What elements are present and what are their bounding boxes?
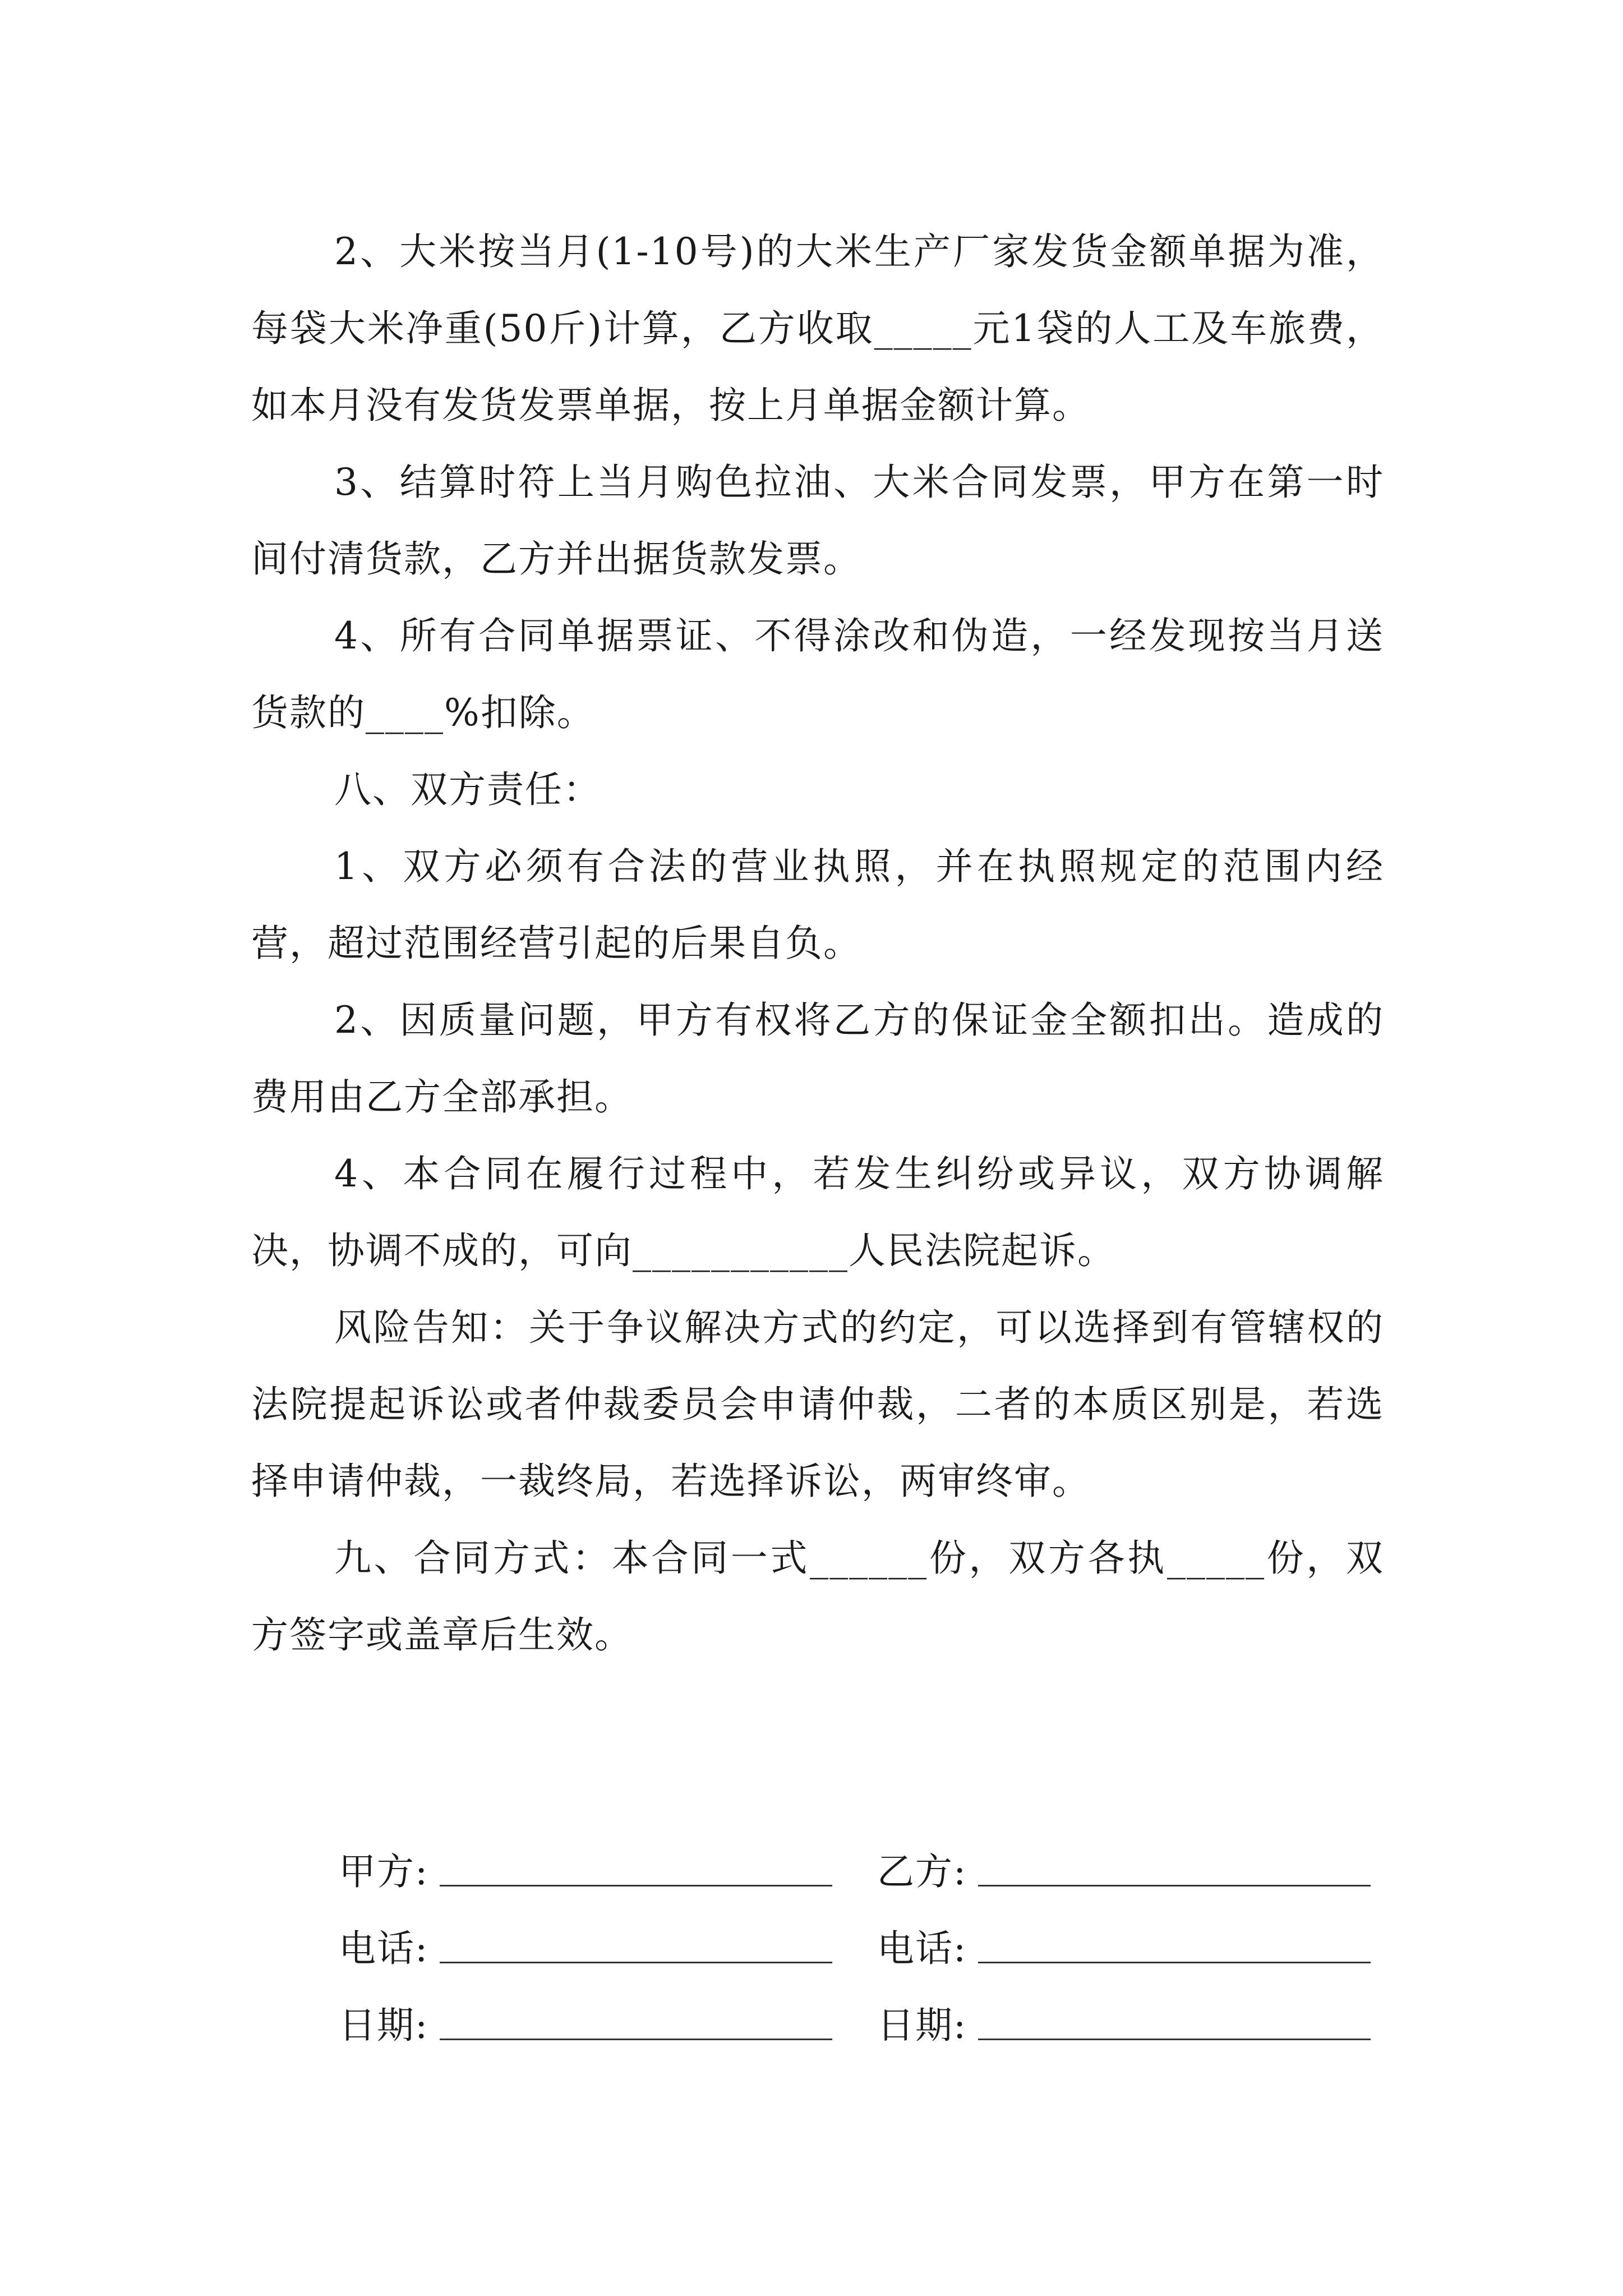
- paragraph-invoice-payment: 3、结算时符上当月购色拉油、大米合同发票，甲方在第一时间付清货款，乙方并出据货款发票。: [251, 461, 1384, 581]
- phone-b-cell: [877, 1922, 1386, 1971]
- date-a-label: 日期:: [339, 2004, 429, 2047]
- paragraph-no-forgery: 4、所有合同单据票证、不得涂改和伪造，一经发现按当月送货款的____%扣除。: [251, 614, 1384, 734]
- date-b-label: 日期:: [877, 2004, 967, 2047]
- paragraph-dispute: 4、本合同在履行过程中，若发生纠纷或异议，双方协调解决，协调不成的，可向___________人民法院起诉。: [251, 1152, 1384, 1272]
- party-a-cell: [339, 1846, 877, 1894]
- section-heading-responsibilities: 八、双方责任：: [334, 768, 601, 811]
- date-b-line[interactable]: [978, 1999, 1371, 2040]
- party-b-label: 乙方:: [877, 1850, 967, 1893]
- signature-row-date: [339, 1971, 1386, 2048]
- signature-row-party: [339, 1818, 1386, 1894]
- party-a-label: 甲方:: [339, 1850, 429, 1893]
- contract-body: [251, 213, 1384, 1673]
- signature-block: [339, 1818, 1386, 2048]
- party-a-signature-line[interactable]: [440, 1846, 832, 1887]
- paragraph-quality-issue: 2、因质量问题，甲方有权将乙方的保证金全额扣出。造成的费用由乙方全部承担。: [251, 999, 1384, 1119]
- date-b-cell: [877, 1999, 1386, 2048]
- party-b-cell: [877, 1846, 1386, 1894]
- date-a-line[interactable]: [440, 1999, 832, 2040]
- phone-b-line[interactable]: [978, 1922, 1371, 1963]
- paragraph-business-license: 1、双方必须有合法的营业执照，并在执照规定的范围内经营，超过范围经营引起的后果自负。: [251, 845, 1384, 965]
- paragraph-rice-settlement: 2、大米按当月(1-10号)的大米生产厂家发货金额单据为准，每袋大米净重(50斤)计算，乙方收取_____元1袋的人工及车旅费，如本月没有发货发票单据，按上月单据金额计算。: [251, 230, 1384, 427]
- party-b-signature-line[interactable]: [978, 1846, 1371, 1887]
- phone-a-cell: [339, 1922, 877, 1971]
- phone-a-label: 电话:: [339, 1927, 429, 1970]
- date-a-cell: [339, 1999, 877, 2048]
- phone-b-label: 电话:: [877, 1927, 967, 1970]
- phone-a-line[interactable]: [440, 1922, 832, 1963]
- paragraph-risk-notice: 风险告知：关于争议解决方式的约定，可以选择到有管辖权的法院提起诉讼或者仲裁委员会申请仲裁，二者的本质区别是，若选择申请仲裁，一裁终局，若选择诉讼，两审终审。: [251, 1306, 1384, 1503]
- signature-row-phone: [339, 1894, 1386, 1971]
- paragraph-contract-copies: 九、合同方式：本合同一式______份，双方各执_____份，双方签字或盖章后生效。: [251, 1536, 1384, 1657]
